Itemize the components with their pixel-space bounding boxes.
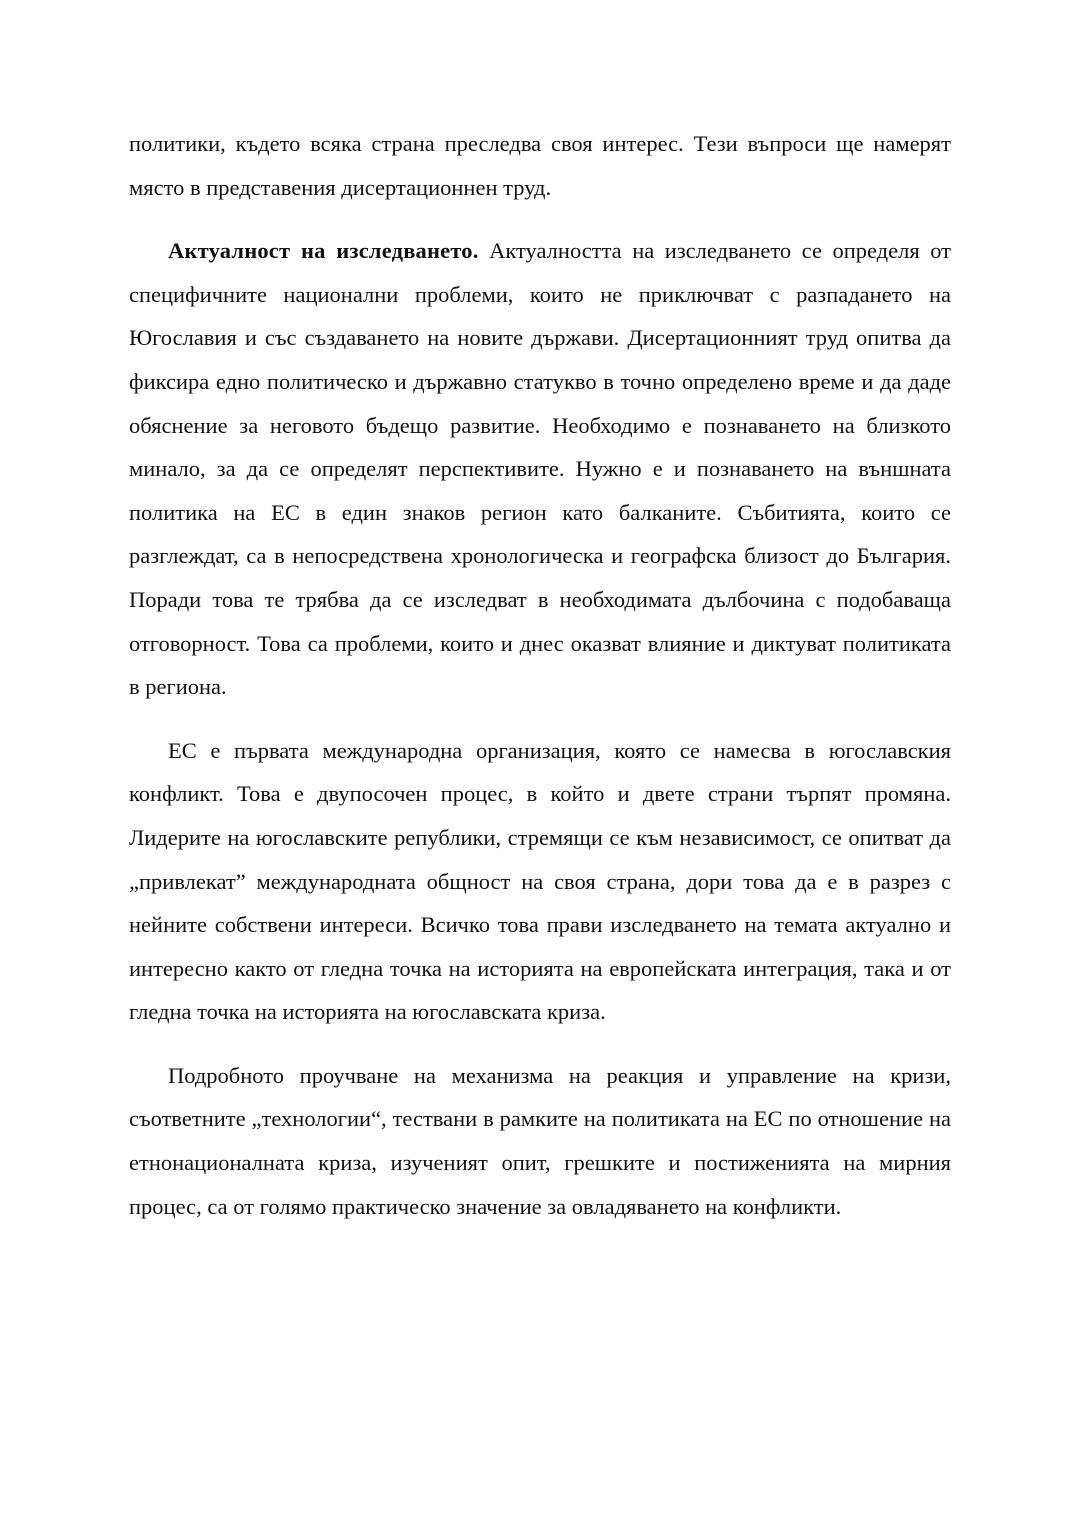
- paragraph-text: политики, където всяка страна преследва своя интерес. Тези въпроси ще намерят място в представения дисертационнен труд.: [129, 131, 951, 200]
- paragraph-relevance: [129, 229, 951, 709]
- paragraph-text: ЕС е първата международна организация, която се намесва в югославския конфликт. Това е двупосочен процес, в който и двете страни търпят промяна. Лидерите на югославските републики, стремящи се към независимост, се опитват да „привлекат” международната общност на своя страна, дори това да е в разрез с нейните собствени интереси. Всичко това прави изследването на темата актуално и интересно както от гледна точка на историята на европейската интеграция, така и от гледна точка на историята на югославската криза.: [129, 737, 951, 1025]
- paragraph-crisis-management: [129, 1054, 951, 1228]
- paragraph-continuation: [129, 122, 951, 209]
- paragraph-heading: Актуалност на изследването.: [168, 238, 479, 264]
- document-page: [129, 122, 951, 1248]
- paragraph-eu-role: [129, 729, 951, 1034]
- paragraph-text: Актуалността на изследването се определя от специфичните национални проблеми, които не приключват с разпадането на Югославия и със създаването на новите държави. Дисертационният труд опитва да фиксира едно политическо и държавно статукво в точно определено време и да даде обяснение за неговото бъдещо развитие. Необходимо е познаването на близкото минало, за да се определят перспективите. Нужно е и познаването на външната политика на ЕС в един знаков регион като балканите. Събитията, които се разглеждат, са в непосредствена хронологическа и географска близост до България. Поради това те трябва да се изследват в необходимата дълбочина с подобаваща отговорност. Това са проблеми, които и днес оказват влияние и диктуват политиката в региона.: [129, 238, 952, 700]
- paragraph-text: Подробното проучване на механизма на реакция и управление на кризи, съответните „технологии“, тествани в рамките на политиката на ЕС по отношение на етнонационалната криза, изученият опит, грешките и постиженията на мирния процес, са от голямо практическо значение за овладяването на конфликти.: [129, 1062, 951, 1219]
